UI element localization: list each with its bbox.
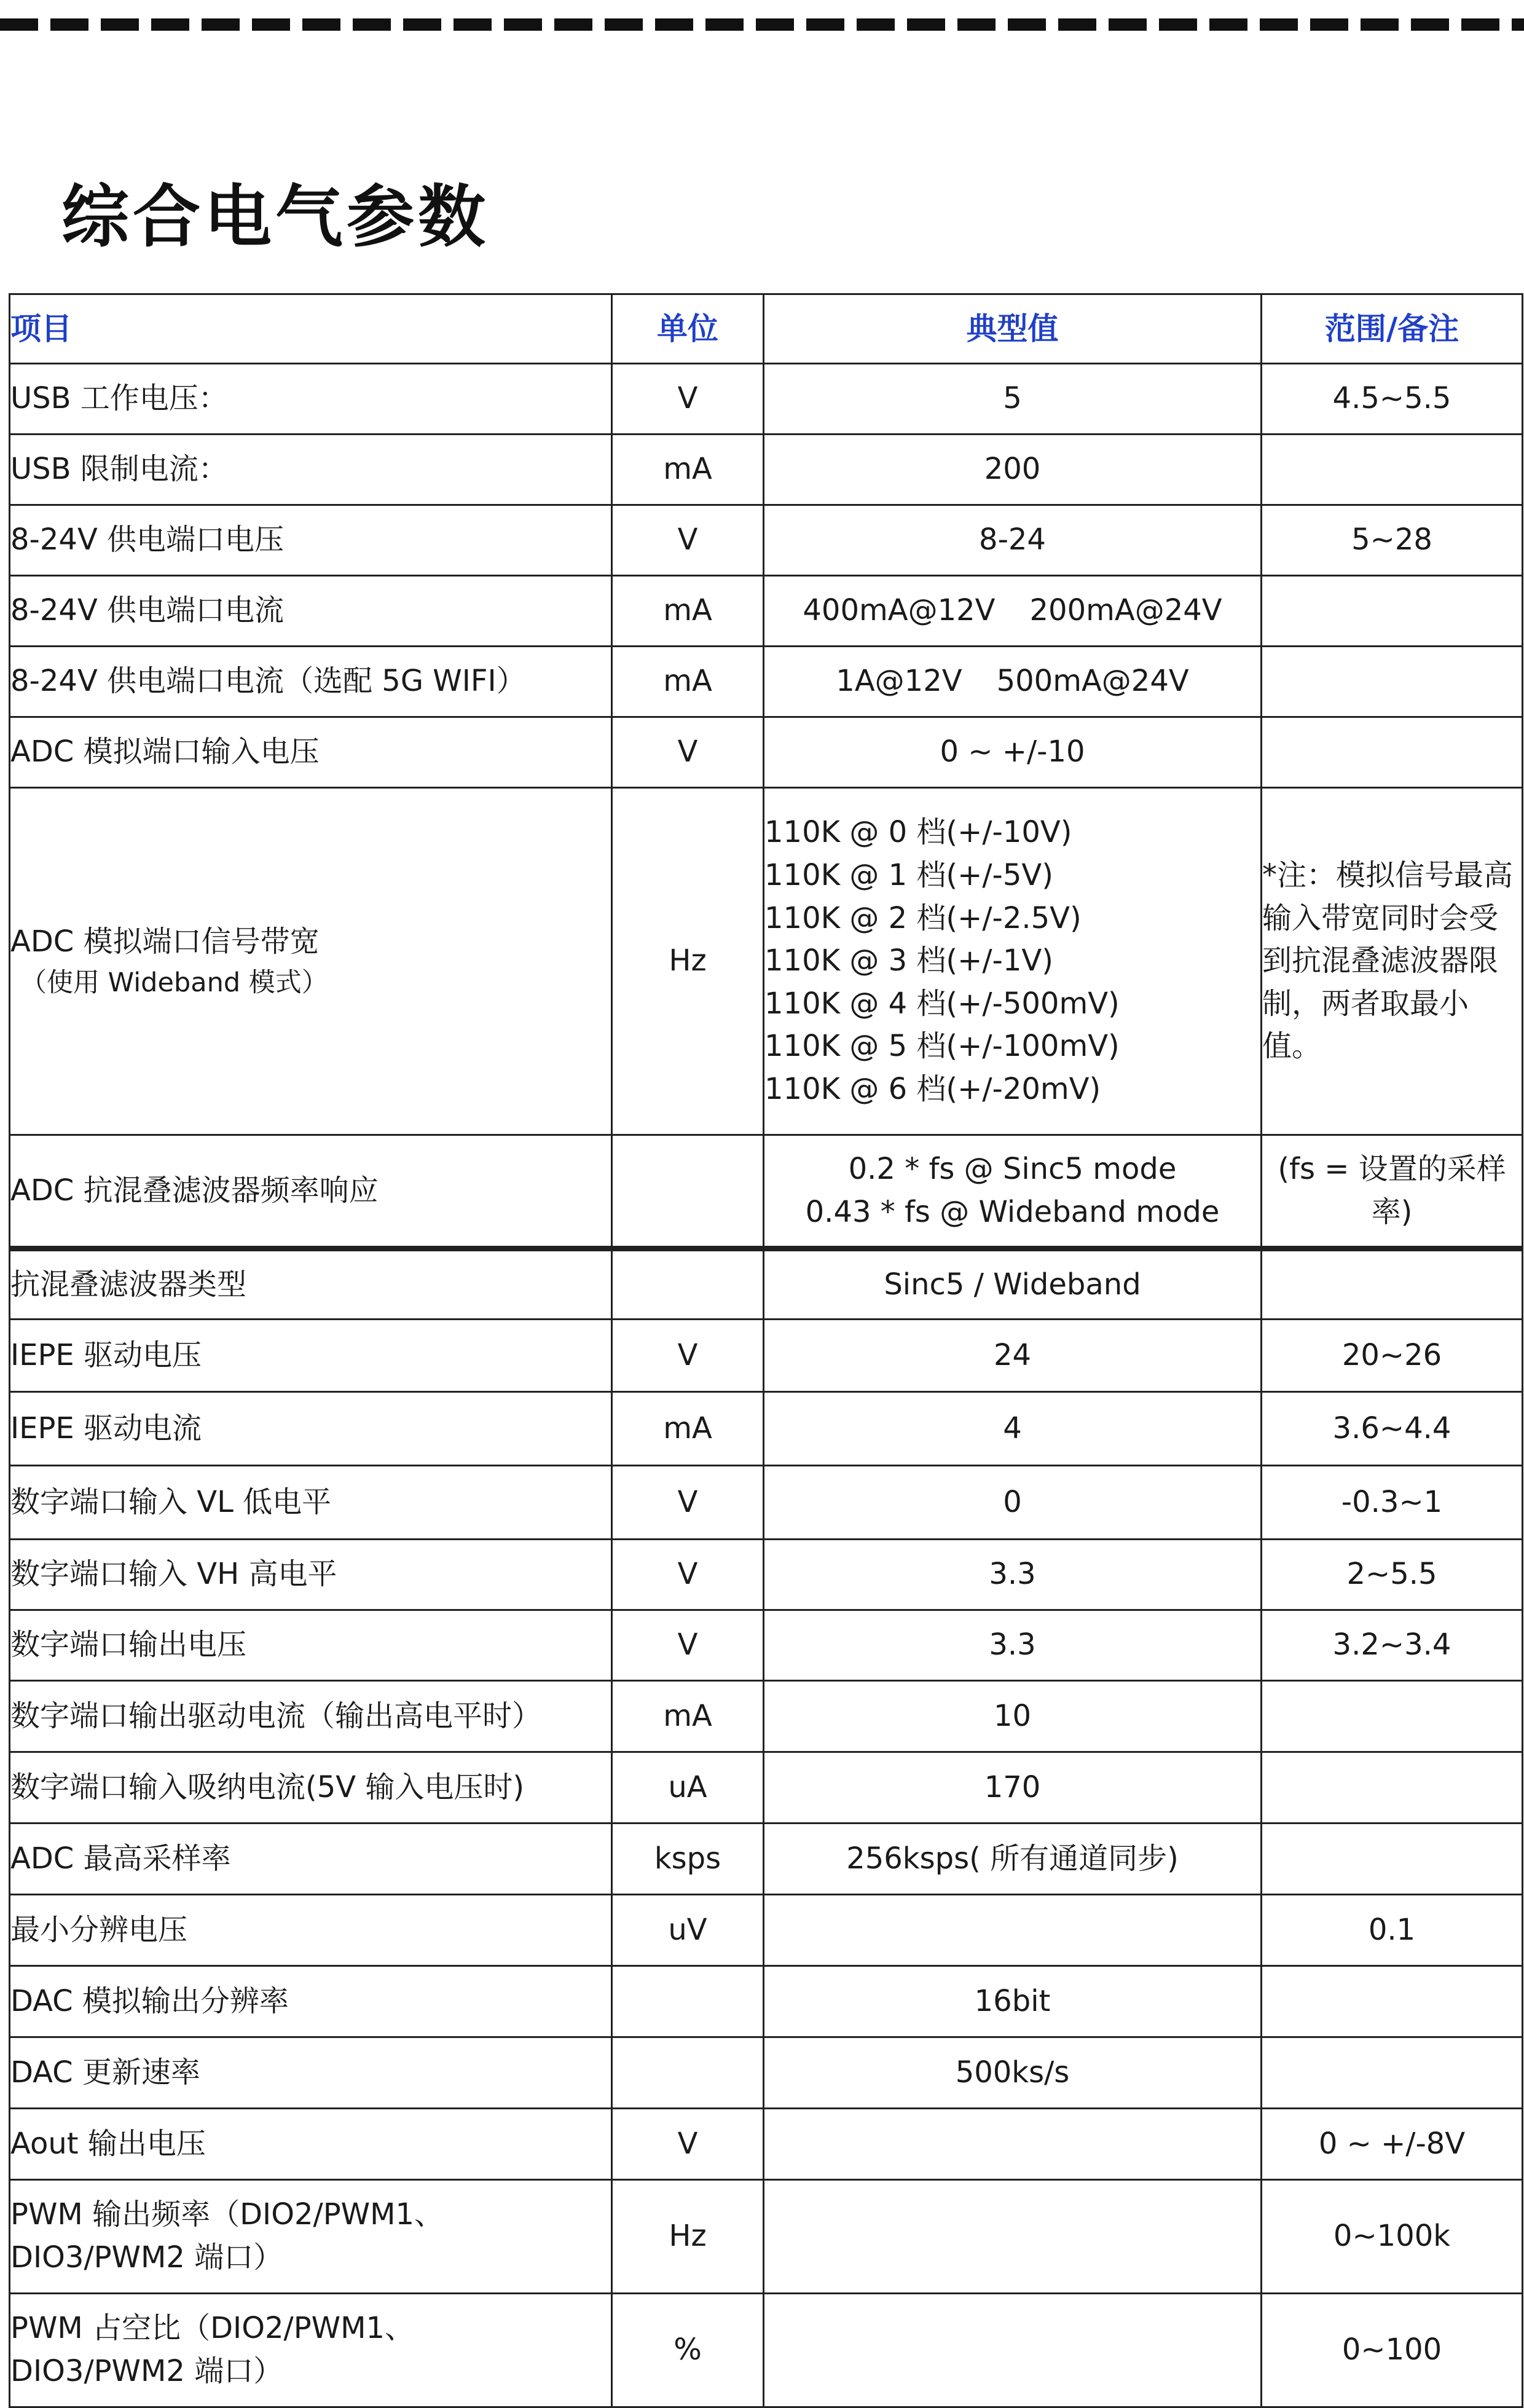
cell-note: 20~26 bbox=[1262, 1320, 1523, 1392]
table-row bbox=[10, 2109, 1523, 2180]
cell-item bbox=[10, 788, 612, 1135]
table-row bbox=[10, 1681, 1523, 1752]
table-row bbox=[10, 788, 1523, 1135]
cell-typical: 8-24 bbox=[764, 505, 1262, 576]
cell-note bbox=[1262, 1681, 1523, 1752]
table-row bbox=[10, 2180, 1523, 2294]
cell-unit: Hz bbox=[612, 788, 764, 1135]
header-typical: 典型值 bbox=[764, 294, 1262, 364]
cell-unit bbox=[612, 1135, 764, 1249]
cell-note: 0.1 bbox=[1262, 1895, 1523, 1966]
table-row bbox=[10, 1540, 1523, 1610]
table-row bbox=[10, 1610, 1523, 1681]
table-row bbox=[10, 1966, 1523, 2037]
bandwidth-line: 110K @ 4 档(+/-500mV) bbox=[764, 986, 1120, 1021]
cell-item: 8-24V 供电端口电流（选配 5G WIFI） bbox=[10, 647, 612, 717]
cell-unit: V bbox=[612, 1540, 764, 1610]
table-header-row bbox=[10, 294, 1523, 364]
cell-note: 5~28 bbox=[1262, 505, 1523, 576]
cell-item: Aout 输出电压 bbox=[10, 2109, 612, 2180]
cell-unit: % bbox=[612, 2294, 764, 2407]
table-row bbox=[10, 435, 1523, 505]
typical-value-b: 500mA@24V bbox=[996, 664, 1189, 699]
cell-unit bbox=[612, 2037, 764, 2109]
cell-unit bbox=[612, 1249, 764, 1320]
cell-typical: 4 bbox=[764, 1392, 1262, 1466]
cell-item: ADC 最高采样率 bbox=[10, 1824, 612, 1895]
cell-typical: 0 bbox=[764, 1466, 1262, 1540]
cell-typical bbox=[764, 2180, 1262, 2294]
cell-typical: 170 bbox=[764, 1752, 1262, 1824]
response-line: 0.2 * fs @ Sinc5 mode bbox=[848, 1151, 1177, 1186]
cell-note: 3.6~4.4 bbox=[1262, 1392, 1523, 1466]
cell-item: 最小分辨电压 bbox=[10, 1895, 612, 1966]
cell-unit bbox=[612, 1966, 764, 2037]
page-title: 综合电气参数 bbox=[61, 178, 489, 256]
cell-unit: V bbox=[612, 1466, 764, 1540]
cell-item: IEPE 驱动电压 bbox=[10, 1320, 612, 1392]
bandwidth-line: 110K @ 3 档(+/-1V) bbox=[764, 943, 1053, 978]
header-item: 项目 bbox=[10, 294, 612, 364]
typical-value-a: 400mA@12V bbox=[803, 593, 996, 628]
top-dashed-rule bbox=[0, 18, 1524, 31]
bandwidth-line: 110K @ 0 档(+/-10V) bbox=[764, 815, 1072, 850]
table-row bbox=[10, 1392, 1523, 1466]
cell-item bbox=[10, 2180, 612, 2294]
cell-unit: V bbox=[612, 505, 764, 576]
cell-unit: mA bbox=[612, 435, 764, 505]
cell-unit: mA bbox=[612, 576, 764, 647]
table-row bbox=[10, 647, 1523, 717]
cell-unit: V bbox=[612, 717, 764, 788]
cell-note bbox=[1262, 1824, 1523, 1895]
cell-typical: 5 bbox=[764, 364, 1262, 435]
cell-typical: 500ks/s bbox=[764, 2037, 1262, 2109]
cell-unit: ksps bbox=[612, 1824, 764, 1895]
cell-item: DAC 更新速率 bbox=[10, 2037, 612, 2109]
cell-item: ADC 模拟端口输入电压 bbox=[10, 717, 612, 788]
cell-typical bbox=[764, 788, 1262, 1135]
cell-unit: V bbox=[612, 2109, 764, 2180]
cell-typical bbox=[764, 1895, 1262, 1966]
cell-typical: 256ksps( 所有通道同步) bbox=[764, 1824, 1262, 1895]
cell-note: -0.3~1 bbox=[1262, 1466, 1523, 1540]
cell-unit: uA bbox=[612, 1752, 764, 1824]
cell-unit: mA bbox=[612, 1681, 764, 1752]
header-note: 范围/备注 bbox=[1262, 294, 1523, 364]
cell-note bbox=[1262, 1752, 1523, 1824]
cell-unit: V bbox=[612, 364, 764, 435]
table-row bbox=[10, 1135, 1523, 1249]
cell-note bbox=[1262, 435, 1523, 505]
cell-note: (fs = 设置的采样率) bbox=[1262, 1135, 1523, 1249]
table-row bbox=[10, 2294, 1523, 2407]
table-row bbox=[10, 1752, 1523, 1824]
cell-item: 数字端口输入吸纳电流(5V 输入电压时) bbox=[10, 1752, 612, 1824]
table-row bbox=[10, 1249, 1523, 1320]
cell-typical: 3.3 bbox=[764, 1610, 1262, 1681]
item-line: DIO3/PWM2 端口） bbox=[10, 2240, 283, 2275]
table-row bbox=[10, 576, 1523, 647]
response-line: 0.43 * fs @ Wideband mode bbox=[805, 1194, 1220, 1229]
cell-item: IEPE 驱动电流 bbox=[10, 1392, 612, 1466]
cell-typical bbox=[764, 2294, 1262, 2407]
item-line: DIO3/PWM2 端口） bbox=[10, 2354, 283, 2388]
cell-unit: V bbox=[612, 1320, 764, 1392]
cell-item: 数字端口输入 VH 高电平 bbox=[10, 1540, 612, 1610]
electrical-parameters-table bbox=[9, 293, 1523, 2408]
table-row bbox=[10, 505, 1523, 576]
cell-item: 数字端口输出驱动电流（输出高电平时） bbox=[10, 1681, 612, 1752]
cell-unit: V bbox=[612, 1610, 764, 1681]
item-line: PWM 占空比（DIO2/PWM1、 bbox=[10, 2311, 415, 2346]
cell-typical: 0 ~ +/-10 bbox=[764, 717, 1262, 788]
cell-item: 8-24V 供电端口电压 bbox=[10, 505, 612, 576]
cell-unit: mA bbox=[612, 1392, 764, 1466]
cell-item: 数字端口输入 VL 低电平 bbox=[10, 1466, 612, 1540]
cell-note: *注：模拟信号最高输入带宽同时会受到抗混叠滤波器限制，两者取最小值。 bbox=[1262, 788, 1523, 1135]
cell-typical bbox=[764, 647, 1262, 717]
cell-note bbox=[1262, 1249, 1523, 1320]
cell-note bbox=[1262, 2037, 1523, 2109]
cell-typical: Sinc5 / Wideband bbox=[764, 1249, 1262, 1320]
cell-note: 0 ~ +/-8V bbox=[1262, 2109, 1523, 2180]
cell-note: 2~5.5 bbox=[1262, 1540, 1523, 1610]
bandwidth-line: 110K @ 1 档(+/-5V) bbox=[764, 858, 1053, 893]
cell-item: DAC 模拟输出分辨率 bbox=[10, 1966, 612, 2037]
cell-item bbox=[10, 2294, 612, 2407]
cell-typical: 24 bbox=[764, 1320, 1262, 1392]
cell-note bbox=[1262, 647, 1523, 717]
cell-note: 0~100 bbox=[1262, 2294, 1523, 2407]
cell-typical: 3.3 bbox=[764, 1540, 1262, 1610]
item-line: PWM 输出频率（DIO2/PWM1、 bbox=[10, 2197, 444, 2232]
item-subtext: （使用 Wideband 模式） bbox=[20, 967, 328, 998]
bandwidth-line: 110K @ 2 档(+/-2.5V) bbox=[764, 900, 1082, 935]
bandwidth-line: 110K @ 5 档(+/-100mV) bbox=[764, 1029, 1120, 1064]
cell-unit: uV bbox=[612, 1895, 764, 1966]
cell-note bbox=[1262, 1966, 1523, 2037]
cell-typical: 16bit bbox=[764, 1966, 1262, 2037]
cell-item: 数字端口输出电压 bbox=[10, 1610, 612, 1681]
cell-item: USB 限制电流： bbox=[10, 435, 612, 505]
cell-note: 4.5~5.5 bbox=[1262, 364, 1523, 435]
table-row bbox=[10, 364, 1523, 435]
header-unit: 单位 bbox=[612, 294, 764, 364]
cell-item: ADC 抗混叠滤波器频率响应 bbox=[10, 1135, 612, 1249]
table-row bbox=[10, 1824, 1523, 1895]
table-row bbox=[10, 1320, 1523, 1392]
table-row bbox=[10, 1466, 1523, 1540]
bandwidth-line: 110K @ 6 档(+/-20mV) bbox=[764, 1071, 1101, 1106]
table-row bbox=[10, 1895, 1523, 1966]
cell-typical: 10 bbox=[764, 1681, 1262, 1752]
cell-note: 0~100k bbox=[1262, 2180, 1523, 2294]
typical-value-a: 1A@12V bbox=[836, 664, 962, 699]
cell-typical: 200 bbox=[764, 435, 1262, 505]
cell-typical bbox=[764, 1135, 1262, 1249]
cell-unit: Hz bbox=[612, 2180, 764, 2294]
item-text: ADC 模拟端口信号带宽 bbox=[10, 924, 320, 959]
cell-typical bbox=[764, 576, 1262, 647]
cell-typical bbox=[764, 2109, 1262, 2180]
cell-unit: mA bbox=[612, 647, 764, 717]
cell-item: USB 工作电压： bbox=[10, 364, 612, 435]
cell-note bbox=[1262, 717, 1523, 788]
table-row bbox=[10, 717, 1523, 788]
cell-note: 3.2~3.4 bbox=[1262, 1610, 1523, 1681]
cell-item: 8-24V 供电端口电流 bbox=[10, 576, 612, 647]
table-row bbox=[10, 2037, 1523, 2109]
cell-note bbox=[1262, 576, 1523, 647]
typical-value-b: 200mA@24V bbox=[1029, 593, 1222, 628]
cell-item: 抗混叠滤波器类型 bbox=[10, 1249, 612, 1320]
